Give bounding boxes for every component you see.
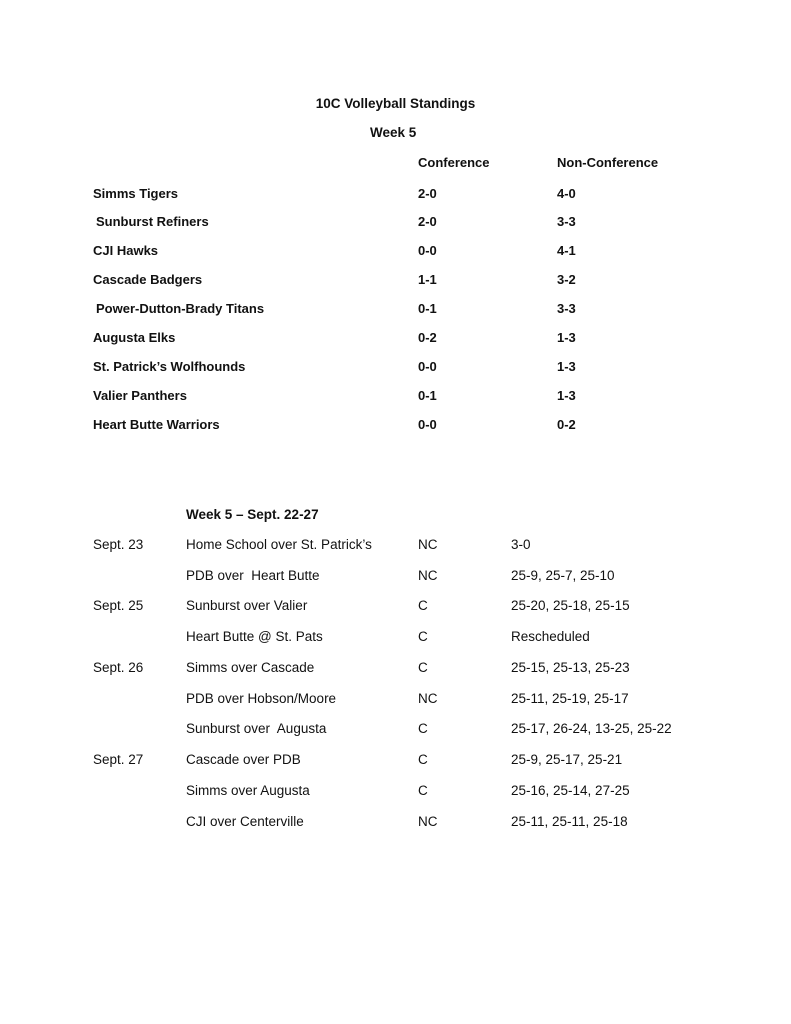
non-conference-record: 3-2 bbox=[557, 272, 576, 287]
game-type: C bbox=[418, 752, 428, 767]
game-type: C bbox=[418, 629, 428, 644]
game-type: C bbox=[418, 660, 428, 675]
non-conference-record: 3-3 bbox=[557, 301, 576, 316]
game-date: Sept. 25 bbox=[93, 598, 144, 613]
game-score: 25-20, 25-18, 25-15 bbox=[511, 598, 630, 613]
game-type: NC bbox=[418, 537, 438, 552]
game-type: NC bbox=[418, 691, 438, 706]
document-title: 10C Volleyball Standings bbox=[315, 96, 476, 111]
game-row bbox=[0, 721, 791, 743]
team-name: Simms Tigers bbox=[93, 186, 179, 201]
game-row bbox=[0, 814, 791, 836]
game-matchup: CJI over Centerville bbox=[186, 814, 304, 829]
game-matchup: Home School over St. Patrick’s bbox=[186, 537, 372, 552]
game-score: 25-15, 25-13, 25-23 bbox=[511, 660, 630, 675]
conference-record: 0-0 bbox=[418, 243, 437, 258]
game-score: 25-11, 25-19, 25-17 bbox=[511, 691, 629, 706]
team-name: St. Patrick’s Wolfhounds bbox=[93, 359, 246, 374]
game-matchup: Simms over Augusta bbox=[186, 783, 310, 798]
standings-row bbox=[0, 301, 791, 321]
conference-record: 0-2 bbox=[418, 330, 437, 345]
conference-record: 0-1 bbox=[418, 388, 437, 403]
game-type: NC bbox=[418, 814, 438, 829]
week-label: Week 5 bbox=[370, 125, 417, 140]
conference-record: 1-1 bbox=[418, 272, 437, 287]
non-conference-record: 3-3 bbox=[557, 214, 576, 229]
game-matchup: Sunburst over Valier bbox=[186, 598, 308, 613]
game-score: 25-16, 25-14, 27-25 bbox=[511, 783, 630, 798]
conference-record: 2-0 bbox=[418, 214, 437, 229]
team-name: Power-Dutton-Brady Titans bbox=[96, 301, 265, 316]
game-row bbox=[0, 537, 791, 559]
game-matchup: PDB over Heart Butte bbox=[186, 568, 320, 583]
team-name: Augusta Elks bbox=[93, 330, 176, 345]
standings-row bbox=[0, 186, 791, 206]
standings-row bbox=[0, 243, 791, 263]
schedule-title: Week 5 – Sept. 22-27 bbox=[186, 507, 319, 522]
standings-row bbox=[0, 359, 791, 379]
conference-record: 0-1 bbox=[418, 301, 437, 316]
team-name: CJI Hawks bbox=[93, 243, 159, 258]
game-row bbox=[0, 752, 791, 774]
game-date: Sept. 27 bbox=[93, 752, 144, 767]
game-score: 25-9, 25-17, 25-21 bbox=[511, 752, 623, 767]
game-row bbox=[0, 629, 791, 651]
conference-record: 2-0 bbox=[418, 186, 437, 201]
game-matchup: Simms over Cascade bbox=[186, 660, 315, 675]
standings-row bbox=[0, 214, 791, 234]
non-conference-column-header: Non-Conference bbox=[557, 155, 659, 170]
game-score: 25-9, 25-7, 25-10 bbox=[511, 568, 615, 583]
team-name: Sunburst Refiners bbox=[96, 214, 209, 229]
game-row bbox=[0, 568, 791, 590]
conference-record: 0-0 bbox=[418, 417, 437, 432]
game-type: C bbox=[418, 783, 428, 798]
team-name: Valier Panthers bbox=[93, 388, 187, 403]
standings-row bbox=[0, 330, 791, 350]
game-date: Sept. 23 bbox=[93, 537, 144, 552]
standings-row bbox=[0, 272, 791, 292]
non-conference-record: 4-0 bbox=[557, 186, 576, 201]
game-type: C bbox=[418, 721, 428, 736]
standings-row bbox=[0, 388, 791, 408]
game-score: Rescheduled bbox=[511, 629, 590, 644]
game-score: 25-11, 25-11, 25-18 bbox=[511, 814, 628, 829]
standings-row bbox=[0, 417, 791, 437]
non-conference-record: 1-3 bbox=[557, 359, 576, 374]
game-type: NC bbox=[418, 568, 438, 583]
non-conference-record: 1-3 bbox=[557, 388, 576, 403]
game-score: 3-0 bbox=[511, 537, 531, 552]
game-row bbox=[0, 783, 791, 805]
conference-column-header: Conference bbox=[418, 155, 490, 170]
game-row bbox=[0, 660, 791, 682]
game-row bbox=[0, 598, 791, 620]
game-type: C bbox=[418, 598, 428, 613]
game-date: Sept. 26 bbox=[93, 660, 144, 675]
non-conference-record: 0-2 bbox=[557, 417, 576, 432]
game-score: 25-17, 26-24, 13-25, 25-22 bbox=[511, 721, 672, 736]
team-name: Heart Butte Warriors bbox=[93, 417, 220, 432]
non-conference-record: 4-1 bbox=[557, 243, 576, 258]
game-matchup: Heart Butte @ St. Pats bbox=[186, 629, 323, 644]
game-matchup: Sunburst over Augusta bbox=[186, 721, 327, 736]
game-row bbox=[0, 691, 791, 713]
team-name: Cascade Badgers bbox=[93, 272, 203, 287]
game-matchup: PDB over Hobson/Moore bbox=[186, 691, 337, 706]
game-matchup: Cascade over PDB bbox=[186, 752, 301, 767]
non-conference-record: 1-3 bbox=[557, 330, 576, 345]
conference-record: 0-0 bbox=[418, 359, 437, 374]
